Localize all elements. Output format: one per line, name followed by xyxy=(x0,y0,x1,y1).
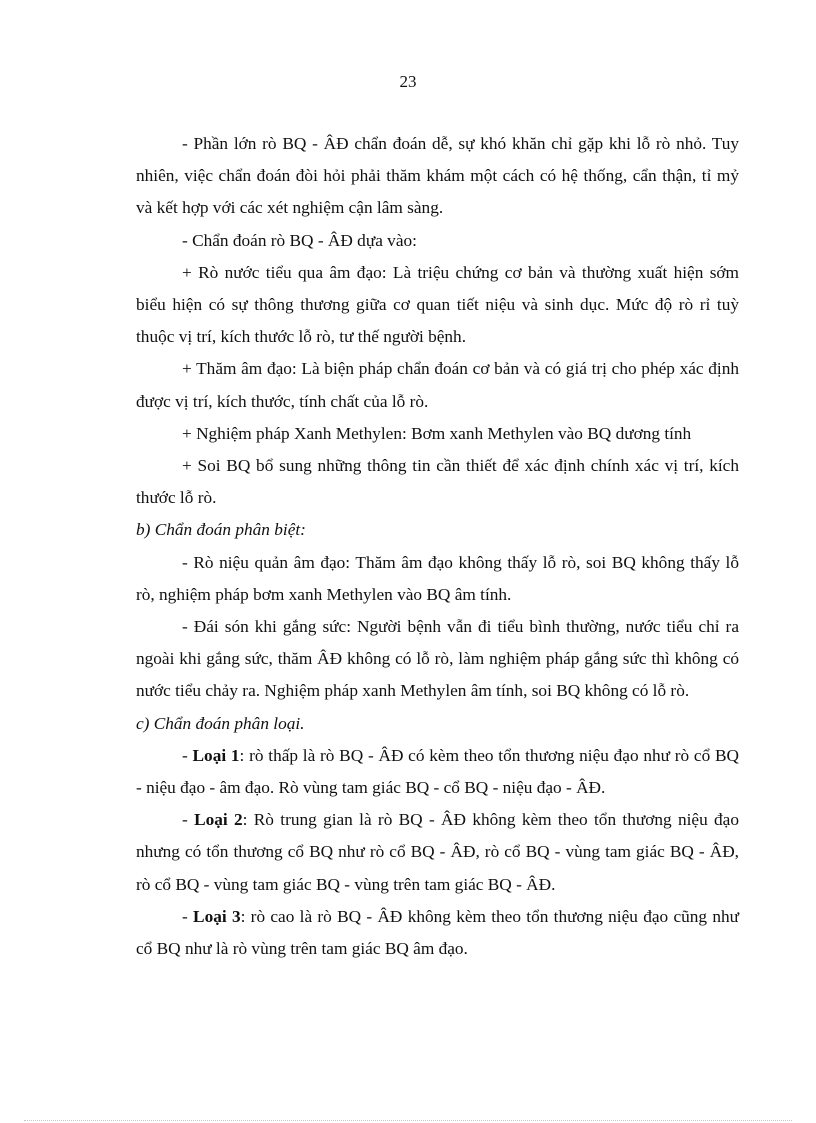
type-3-label: Loại 3 xyxy=(193,906,241,926)
footer-divider xyxy=(24,1120,792,1121)
paragraph-cystoscopy: + Soi BQ bổ sung những thông tin cần thiết để xác định chính xác vị trí, kích thước lỗ rò. xyxy=(136,456,739,508)
type-1-text: : rò thấp là rò BQ - ÂĐ có kèm theo tổn thương niệu đạo như rò cổ BQ - niệu đạo - âm đạo. Rò vùng tam giác BQ - cổ BQ - niệu đạo - ÂĐ. xyxy=(136,745,740,798)
paragraph-diagnosis-overview: - Phần lớn rò BQ - ÂĐ chẩn đoán dễ, sự khó khăn chỉ gặp khi lỗ rò nhỏ. Tuy nhiên, việc chẩn đoán đòi hỏi phải thăm khám một cách có hệ thống, cẩn thận, tỉ mỷ và kết hợp với các xét nghiệm cận lâm sàng. xyxy=(136,134,739,218)
paragraph-type-3 xyxy=(136,901,739,965)
type-2-label: Loại 2 xyxy=(194,810,243,830)
paragraph-stress-incontinence: - Đái són khi gắng sức: Người bệnh vẫn đi tiểu bình thường, nước tiểu chỉ ra ngoài khi gắng sức, thăm ÂĐ không có lỗ rò, làm nghiệm pháp gắng sức thì không có nước tiểu chảy ra. Nghiệm pháp xanh Methylen âm tính, soi BQ không có lỗ rò. xyxy=(136,617,739,701)
page-content xyxy=(136,128,739,965)
paragraph-urine-leak: + Rò nước tiểu qua âm đạo: Là triệu chứng cơ bản và thường xuất hiện sớm biểu hiện có sự thông thương giữa cơ quan tiết niệu và sinh dục. Mức độ rò rỉ tuỳ thuộc vị trí, kích thước lỗ rò, tư thế người bệnh. xyxy=(136,262,739,347)
heading-classification: c) Chẩn đoán phân loại. xyxy=(136,713,305,733)
type-2-prefix: - xyxy=(182,810,195,830)
paragraph-methylene-test: + Nghiệm pháp Xanh Methylen: Bơm xanh Methylen vào BQ dương tính xyxy=(182,423,692,443)
paragraph-diagnosis-basis: - Chẩn đoán rò BQ - ÂĐ dựa vào: xyxy=(182,230,417,250)
page-number: 23 xyxy=(399,72,417,91)
type-1-label: Loại 1 xyxy=(192,745,240,765)
paragraph-type-2 xyxy=(136,804,739,901)
type-3-prefix: - xyxy=(182,906,194,926)
heading-differential-diagnosis: b) Chẩn đoán phân biệt: xyxy=(136,520,306,540)
type-2-text: : Rò trung gian là rò BQ - ÂĐ không kèm theo tổn thương niệu đạo nhưng có tổn thương cổ BQ như rò cổ BQ - ÂĐ, rò cổ BQ - vùng tam giác BQ - ÂĐ, rò cổ BQ - vùng tam giác BQ - vùng trên tam giác BQ - ÂĐ. xyxy=(136,810,739,894)
paragraph-type-1 xyxy=(136,740,739,804)
type-3-text: : rò cao là rò BQ - ÂĐ không kèm theo tổn thương niệu đạo cũng như cổ BQ như là rò vùng trên tam giác BQ âm đạo. xyxy=(136,906,739,959)
paragraph-ureterovaginal-fistula: - Rò niệu quản âm đạo: Thăm âm đạo không thấy lỗ rò, soi BQ không thấy lỗ rò, nghiệm pháp bơm xanh Methylen vào BQ âm tính. xyxy=(136,552,739,604)
type-1-prefix: - xyxy=(182,745,193,765)
paragraph-vaginal-exam: + Thăm âm đạo: Là biện pháp chẩn đoán cơ bản và có giá trị cho phép xác định được vị trí, kích thước, tính chất của lỗ rò. xyxy=(136,359,739,411)
